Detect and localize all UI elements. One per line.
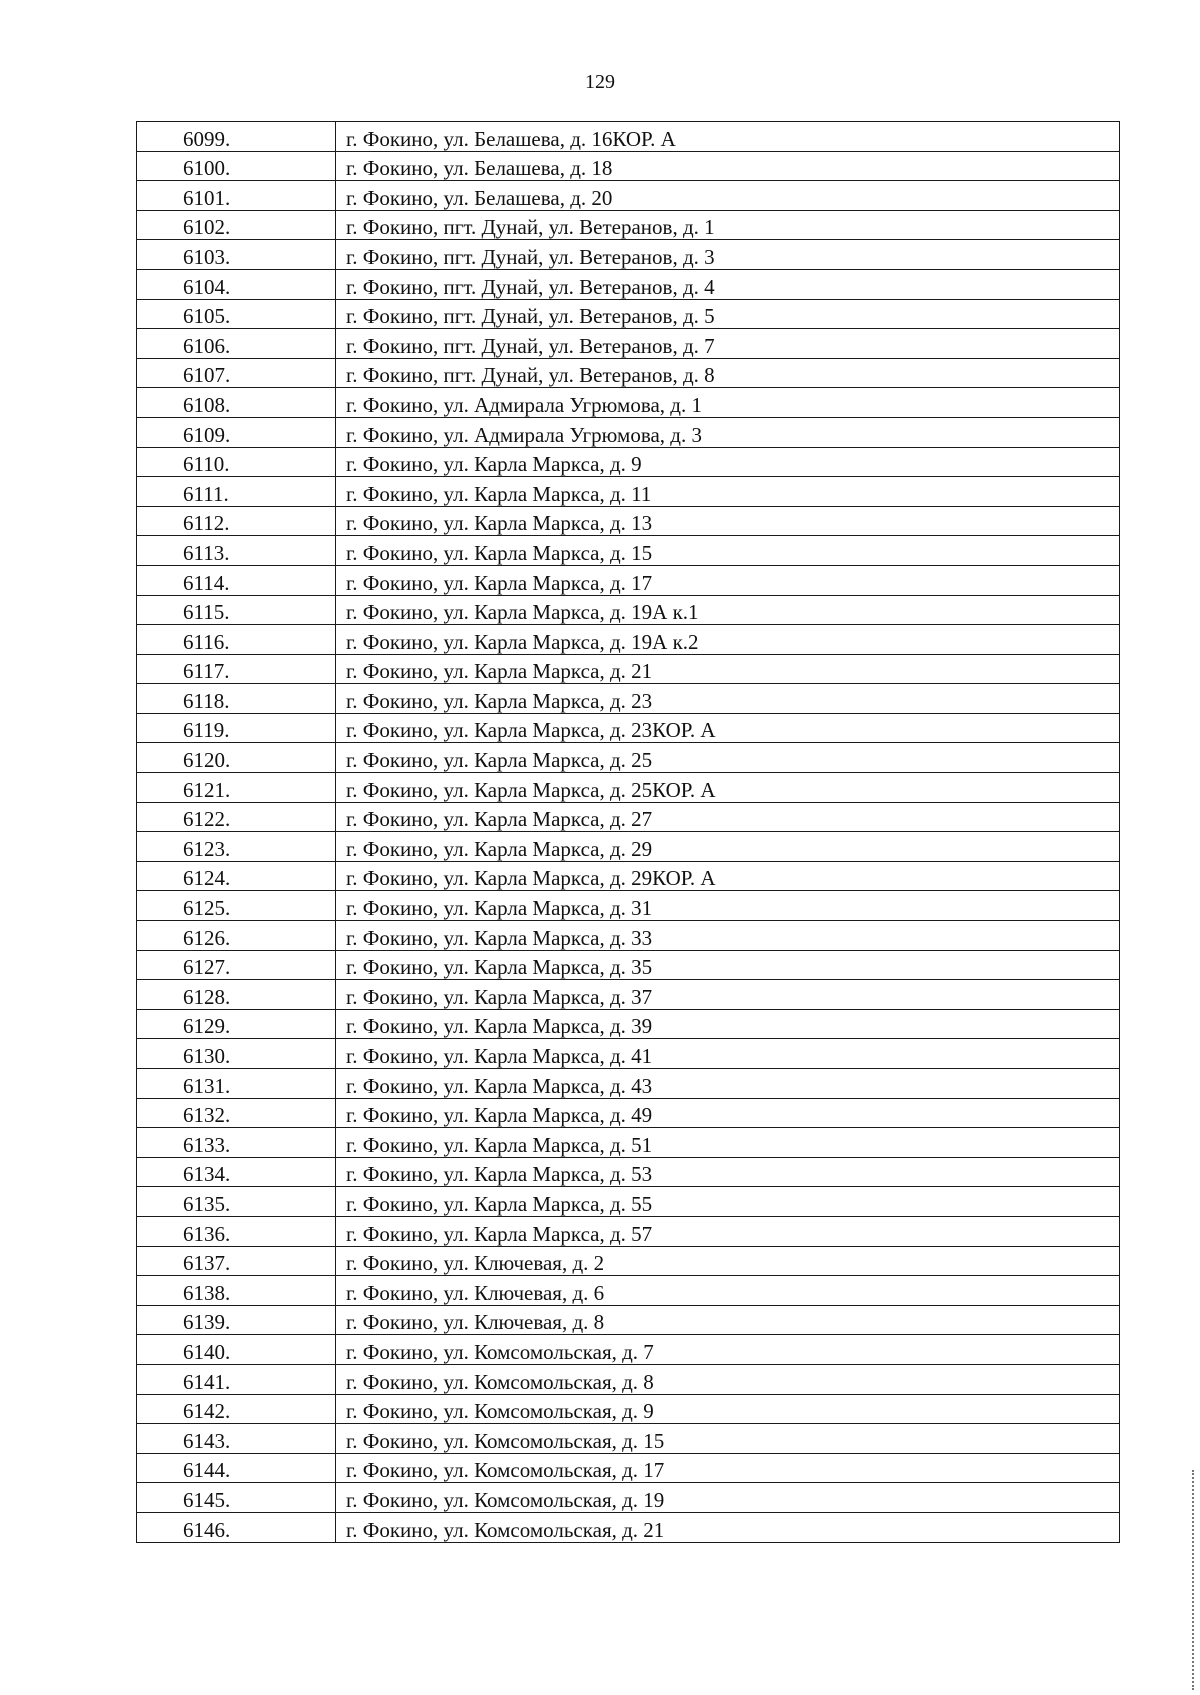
row-number-cell: 6142.: [137, 1394, 336, 1424]
table-row: [137, 1305, 1120, 1335]
row-number-cell: 6136.: [137, 1216, 336, 1246]
row-number-cell: 6107.: [137, 358, 336, 388]
table-row: [137, 1512, 1120, 1542]
scan-edge-marks: [1192, 1470, 1196, 1690]
table-row: [137, 1424, 1120, 1454]
row-number-cell: 6100.: [137, 151, 336, 181]
address-cell: г. Фокино, пгт. Дунай, ул. Ветеранов, д. 7: [336, 329, 1120, 359]
row-number-cell: 6127.: [137, 950, 336, 980]
table-row: [137, 506, 1120, 536]
row-number-cell: 6146.: [137, 1512, 336, 1542]
address-cell: г. Фокино, ул. Карла Маркса, д. 41: [336, 1039, 1120, 1069]
row-number-cell: 6134.: [137, 1157, 336, 1187]
row-number-cell: 6124.: [137, 861, 336, 891]
table-row: [137, 1039, 1120, 1069]
address-cell: г. Фокино, ул. Карла Маркса, д. 25: [336, 743, 1120, 773]
address-cell: г. Фокино, ул. Карла Маркса, д. 55: [336, 1187, 1120, 1217]
table-row: [137, 684, 1120, 714]
address-cell: г. Фокино, ул. Карла Маркса, д. 33: [336, 921, 1120, 951]
row-number-cell: 6105.: [137, 299, 336, 329]
row-number-cell: 6114.: [137, 565, 336, 595]
table-row: [137, 891, 1120, 921]
table-row: [137, 1009, 1120, 1039]
row-number-cell: 6110.: [137, 447, 336, 477]
row-number-cell: 6140.: [137, 1335, 336, 1365]
address-cell: г. Фокино, ул. Комсомольская, д. 21: [336, 1512, 1120, 1542]
row-number-cell: 6132.: [137, 1098, 336, 1128]
row-number-cell: 6139.: [137, 1305, 336, 1335]
table-row: [137, 1335, 1120, 1365]
table-row: [137, 358, 1120, 388]
row-number-cell: 6137.: [137, 1246, 336, 1276]
address-table: [136, 121, 1120, 1543]
row-number-cell: 6112.: [137, 506, 336, 536]
row-number-cell: 6141.: [137, 1364, 336, 1394]
row-number-cell: 6111.: [137, 477, 336, 507]
row-number-cell: 6133.: [137, 1128, 336, 1158]
address-cell: г. Фокино, ул. Белашева, д. 16КОР. А: [336, 122, 1120, 152]
address-cell: г. Фокино, ул. Ключевая, д. 2: [336, 1246, 1120, 1276]
address-cell: г. Фокино, ул. Ключевая, д. 6: [336, 1276, 1120, 1306]
table-row: [137, 1216, 1120, 1246]
row-number-cell: 6131.: [137, 1069, 336, 1099]
address-cell: г. Фокино, ул. Карла Маркса, д. 23КОР. А: [336, 713, 1120, 743]
table-row: [137, 713, 1120, 743]
table-row: [137, 1483, 1120, 1513]
address-cell: г. Фокино, ул. Карла Маркса, д. 35: [336, 950, 1120, 980]
row-number-cell: 6108.: [137, 388, 336, 418]
row-number-cell: 6144.: [137, 1453, 336, 1483]
address-cell: г. Фокино, ул. Комсомольская, д. 7: [336, 1335, 1120, 1365]
table-row: [137, 1364, 1120, 1394]
table-row: [137, 921, 1120, 951]
table-row: [137, 1157, 1120, 1187]
address-cell: г. Фокино, ул. Карла Маркса, д. 9: [336, 447, 1120, 477]
address-cell: г. Фокино, ул. Комсомольская, д. 8: [336, 1364, 1120, 1394]
table-row: [137, 832, 1120, 862]
address-cell: г. Фокино, ул. Карла Маркса, д. 27: [336, 802, 1120, 832]
row-number-cell: 6102.: [137, 210, 336, 240]
address-cell: г. Фокино, ул. Карла Маркса, д. 29: [336, 832, 1120, 862]
address-cell: г. Фокино, ул. Ключевая, д. 8: [336, 1305, 1120, 1335]
table-row: [137, 950, 1120, 980]
table-row: [137, 743, 1120, 773]
table-row: [137, 299, 1120, 329]
address-cell: г. Фокино, ул. Карла Маркса, д. 19А к.1: [336, 595, 1120, 625]
table-row: [137, 980, 1120, 1010]
address-cell: г. Фокино, ул. Карла Маркса, д. 21: [336, 654, 1120, 684]
row-number-cell: 6121.: [137, 773, 336, 803]
row-number-cell: 6118.: [137, 684, 336, 714]
table-row: [137, 1187, 1120, 1217]
table-row: [137, 536, 1120, 566]
row-number-cell: 6115.: [137, 595, 336, 625]
row-number-cell: 6138.: [137, 1276, 336, 1306]
address-cell: г. Фокино, пгт. Дунай, ул. Ветеранов, д. 1: [336, 210, 1120, 240]
address-cell: г. Фокино, ул. Карла Маркса, д. 15: [336, 536, 1120, 566]
table-row: [137, 773, 1120, 803]
table-row: [137, 477, 1120, 507]
table-row: [137, 269, 1120, 299]
address-cell: г. Фокино, ул. Карла Маркса, д. 11: [336, 477, 1120, 507]
row-number-cell: 6128.: [137, 980, 336, 1010]
row-number-cell: 6120.: [137, 743, 336, 773]
table-row: [137, 565, 1120, 595]
table-row: [137, 654, 1120, 684]
row-number-cell: 6129.: [137, 1009, 336, 1039]
address-cell: г. Фокино, ул. Комсомольская, д. 17: [336, 1453, 1120, 1483]
address-cell: г. Фокино, ул. Карла Маркса, д. 13: [336, 506, 1120, 536]
row-number-cell: 6126.: [137, 921, 336, 951]
row-number-cell: 6116.: [137, 625, 336, 655]
address-cell: г. Фокино, ул. Комсомольская, д. 15: [336, 1424, 1120, 1454]
table-row: [137, 1069, 1120, 1099]
table-row: [137, 861, 1120, 891]
address-cell: г. Фокино, ул. Карла Маркса, д. 31: [336, 891, 1120, 921]
address-table-body: [137, 122, 1120, 1543]
row-number-cell: 6125.: [137, 891, 336, 921]
address-cell: г. Фокино, ул. Карла Маркса, д. 43: [336, 1069, 1120, 1099]
table-row: [137, 1394, 1120, 1424]
table-row: [137, 1276, 1120, 1306]
address-cell: г. Фокино, пгт. Дунай, ул. Ветеранов, д. 4: [336, 269, 1120, 299]
table-row: [137, 595, 1120, 625]
row-number-cell: 6099.: [137, 122, 336, 152]
row-number-cell: 6119.: [137, 713, 336, 743]
address-cell: г. Фокино, ул. Карла Маркса, д. 23: [336, 684, 1120, 714]
table-row: [137, 417, 1120, 447]
table-row: [137, 1246, 1120, 1276]
table-row: [137, 151, 1120, 181]
row-number-cell: 6109.: [137, 417, 336, 447]
row-number-cell: 6101.: [137, 181, 336, 211]
table-row: [137, 625, 1120, 655]
address-cell: г. Фокино, пгт. Дунай, ул. Ветеранов, д. 5: [336, 299, 1120, 329]
row-number-cell: 6103.: [137, 240, 336, 270]
table-row: [137, 240, 1120, 270]
address-cell: г. Фокино, ул. Белашева, д. 18: [336, 151, 1120, 181]
table-row: [137, 802, 1120, 832]
table-row: [137, 1453, 1120, 1483]
row-number-cell: 6143.: [137, 1424, 336, 1454]
row-number-cell: 6130.: [137, 1039, 336, 1069]
row-number-cell: 6145.: [137, 1483, 336, 1513]
address-cell: г. Фокино, ул. Адмирала Угрюмова, д. 1: [336, 388, 1120, 418]
table-row: [137, 1098, 1120, 1128]
table-row: [137, 210, 1120, 240]
table-row: [137, 329, 1120, 359]
address-cell: г. Фокино, ул. Карла Маркса, д. 37: [336, 980, 1120, 1010]
row-number-cell: 6106.: [137, 329, 336, 359]
address-cell: г. Фокино, ул. Белашева, д. 20: [336, 181, 1120, 211]
address-cell: г. Фокино, ул. Карла Маркса, д. 17: [336, 565, 1120, 595]
row-number-cell: 6122.: [137, 802, 336, 832]
address-cell: г. Фокино, ул. Адмирала Угрюмова, д. 3: [336, 417, 1120, 447]
table-row: [137, 181, 1120, 211]
address-cell: г. Фокино, ул. Карла Маркса, д. 29КОР. А: [336, 861, 1120, 891]
row-number-cell: 6104.: [137, 269, 336, 299]
address-cell: г. Фокино, пгт. Дунай, ул. Ветеранов, д. 8: [336, 358, 1120, 388]
address-cell: г. Фокино, ул. Карла Маркса, д. 39: [336, 1009, 1120, 1039]
address-cell: г. Фокино, ул. Карла Маркса, д. 49: [336, 1098, 1120, 1128]
address-cell: г. Фокино, пгт. Дунай, ул. Ветеранов, д. 3: [336, 240, 1120, 270]
page-number: 129: [585, 71, 615, 93]
address-cell: г. Фокино, ул. Карла Маркса, д. 25КОР. А: [336, 773, 1120, 803]
row-number-cell: 6117.: [137, 654, 336, 684]
address-cell: г. Фокино, ул. Комсомольская, д. 19: [336, 1483, 1120, 1513]
address-cell: г. Фокино, ул. Карла Маркса, д. 57: [336, 1216, 1120, 1246]
address-cell: г. Фокино, ул. Карла Маркса, д. 53: [336, 1157, 1120, 1187]
row-number-cell: 6113.: [137, 536, 336, 566]
address-cell: г. Фокино, ул. Карла Маркса, д. 19А к.2: [336, 625, 1120, 655]
row-number-cell: 6135.: [137, 1187, 336, 1217]
table-row: [137, 388, 1120, 418]
table-row: [137, 447, 1120, 477]
table-row: [137, 1128, 1120, 1158]
row-number-cell: 6123.: [137, 832, 336, 862]
address-cell: г. Фокино, ул. Карла Маркса, д. 51: [336, 1128, 1120, 1158]
address-cell: г. Фокино, ул. Комсомольская, д. 9: [336, 1394, 1120, 1424]
table-row: [137, 122, 1120, 152]
